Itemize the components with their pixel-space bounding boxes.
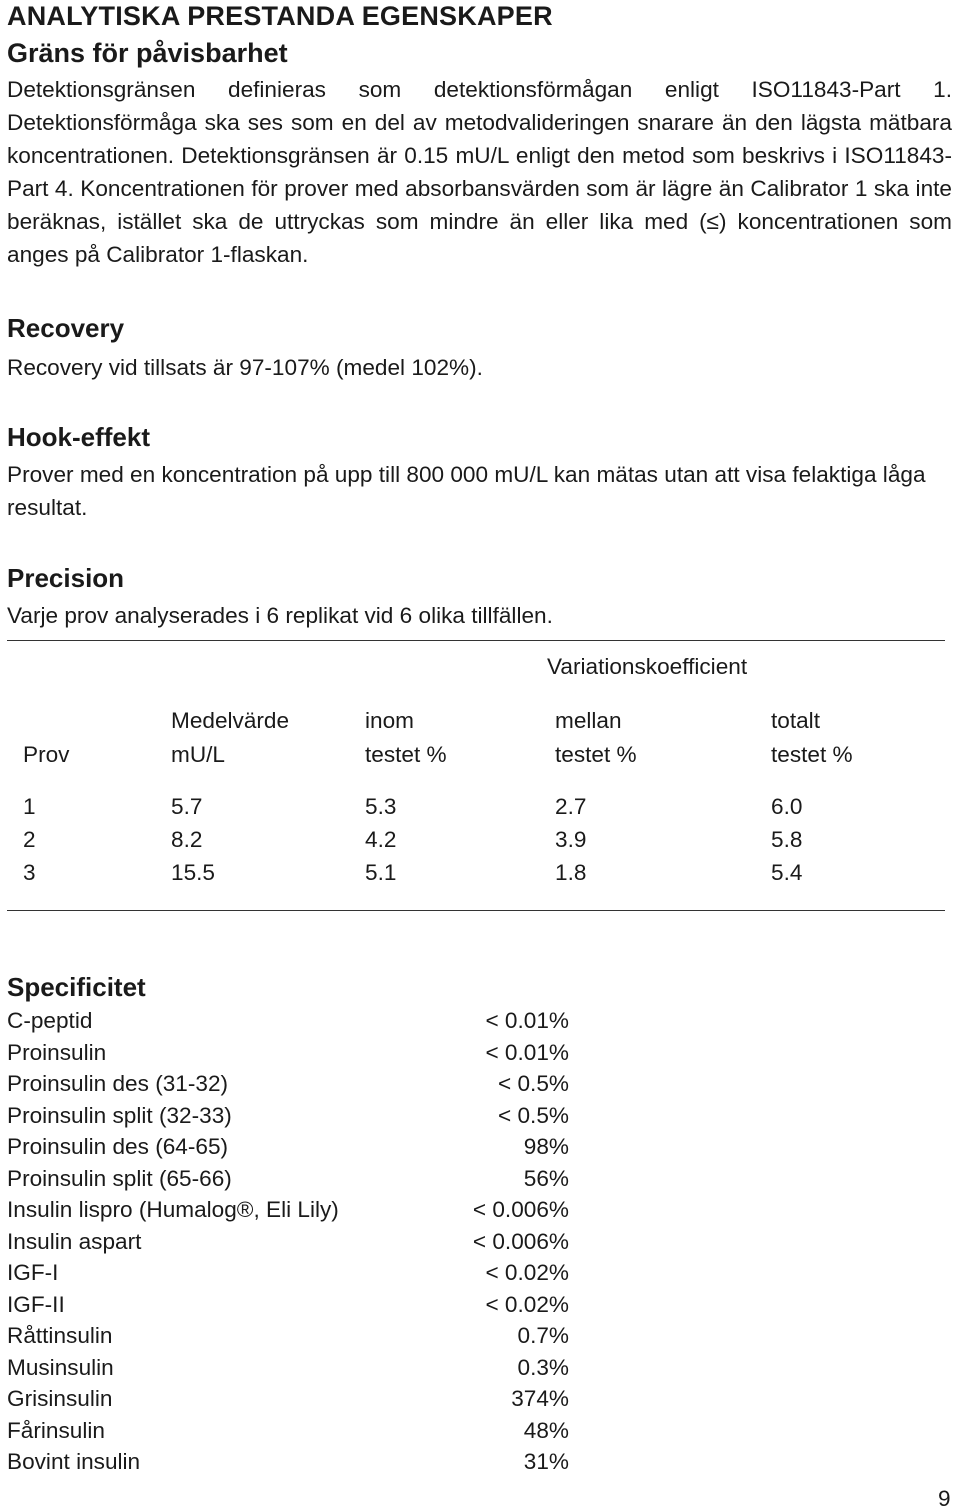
col-header-between-line2: testet % [555,742,637,767]
list-item [7,1071,569,1102]
spec-name: Insulin lispro (Humalog®, Eli Lily) [7,1197,339,1222]
list-item [7,1355,569,1386]
spec-name: Proinsulin split (65-66) [7,1165,232,1191]
table-cell: 1 [23,794,36,819]
list-item [7,1449,569,1480]
spec-value: 48% [523,1417,569,1443]
table-cell: 5.3 [365,794,397,819]
spec-name: Insulin aspart [7,1228,142,1254]
specificity-heading: Specificitet [7,972,146,1002]
precision-text: Varje prov analyserades i 6 replikat vid 6 olika tillfällen. [7,603,553,628]
spec-name: Råttinsulin [7,1323,113,1348]
page-number: 9 [938,1486,951,1511]
spec-value: 374% [511,1386,569,1411]
col-header-mean-line1: Medelvärde [171,708,290,733]
hook-text: Prover med en koncentration på upp till 800 000 mU/L kan mätas utan att visa felaktiga låga resultat. [7,462,926,520]
col-header-total-line1: totalt [771,708,820,733]
recovery-heading: Recovery [7,313,125,343]
table-cell: 3 [23,860,36,885]
spec-value: 98% [523,1134,569,1159]
table-cell: 8.2 [171,827,203,852]
recovery-text: Recovery vid tillsats är 97-107% (medel 102%). [7,355,483,380]
table-bottom-rule [7,910,945,911]
table-cell: 5.8 [771,827,803,852]
col-header-within-line2: testet % [365,742,447,767]
col-header-mean-line2: mU/L [171,742,225,767]
list-item [7,1134,569,1165]
table-cell: 4.2 [365,827,397,852]
table-cell: 5.1 [365,860,397,885]
table-cell: 6.0 [771,794,803,819]
list-item [7,1292,569,1323]
spec-value: 0.3% [517,1354,569,1380]
table-cell: 15.5 [171,860,215,885]
spec-name: Proinsulin des (64-65) [7,1134,229,1159]
table-group-header: Variationskoefficient [547,654,748,679]
spec-name: IGF-II [7,1291,65,1317]
table-top-rule [7,640,945,641]
spec-name: Proinsulin [7,1039,107,1065]
spec-value: < 0.02% [485,1291,569,1317]
spec-name: Fårinsulin [7,1417,105,1443]
col-header-within-line1: inom [365,708,414,733]
table-cell: 1.8 [555,860,587,885]
spec-name: Musinsulin [7,1354,114,1380]
list-item [7,1040,569,1071]
spec-name: IGF-I [7,1260,59,1285]
detection-text: Detektionsgränsen definieras som detektionsförmågan enligt ISO11843-Part 1. Detektionsförmåga ska ses som en del av metodvalideringen snarare än den lägsta mätbara koncentrationen. Detektionsgränsen är 0.15 mU/L enligt den metod som beskrivs i ISO11843-Part 4. Koncentrationen för prover med absorbansvärden som är lägre än Calibrator 1 ska inte beräknas, istället ska de uttryckas som mindre än eller lika med (≤) koncentrationen som anges på Calibrator 1-flaskan. [7,77,952,267]
table-cell: 5.7 [171,794,203,819]
list-item [7,1418,569,1449]
spec-name: Grisinsulin [7,1386,113,1411]
list-item [7,1103,569,1134]
spec-value: < 0.006% [472,1228,569,1254]
table-cell: 2.7 [555,794,587,819]
spec-name: C-peptid [7,1008,93,1033]
spec-value: 0.7% [517,1323,569,1348]
col-header-total-line2: testet % [771,742,853,767]
spec-value: < 0.01% [485,1039,569,1065]
hook-heading: Hook-effekt [7,422,151,452]
precision-heading: Precision [7,563,125,593]
list-item [7,1197,569,1228]
list-item [7,1166,569,1197]
list-item [7,1386,569,1417]
spec-value: < 0.006% [472,1197,569,1222]
col-header-between-line1: mellan [555,708,622,733]
spec-value: < 0.5% [498,1071,569,1096]
list-item [7,1008,569,1039]
list-item [7,1260,569,1291]
detection-heading: Gräns för påvisbarhet [7,38,288,68]
table-cell: 5.4 [771,860,803,885]
spec-name: Proinsulin des (31-32) [7,1071,229,1096]
col-header-prov: Prov [23,742,70,767]
spec-value: < 0.02% [485,1260,569,1285]
list-item [7,1323,569,1354]
spec-value: < 0.5% [498,1102,569,1128]
spec-value: 31% [523,1449,569,1474]
spec-name: Proinsulin split (32-33) [7,1102,232,1128]
spec-name: Bovint insulin [7,1449,141,1474]
page-title: ANALYTISKA PRESTANDA EGENSKAPER [7,1,553,31]
table-cell: 3.9 [555,827,587,852]
list-item [7,1229,569,1260]
spec-value: 56% [523,1165,569,1191]
spec-value: < 0.01% [485,1008,569,1033]
table-cell: 2 [23,827,36,852]
